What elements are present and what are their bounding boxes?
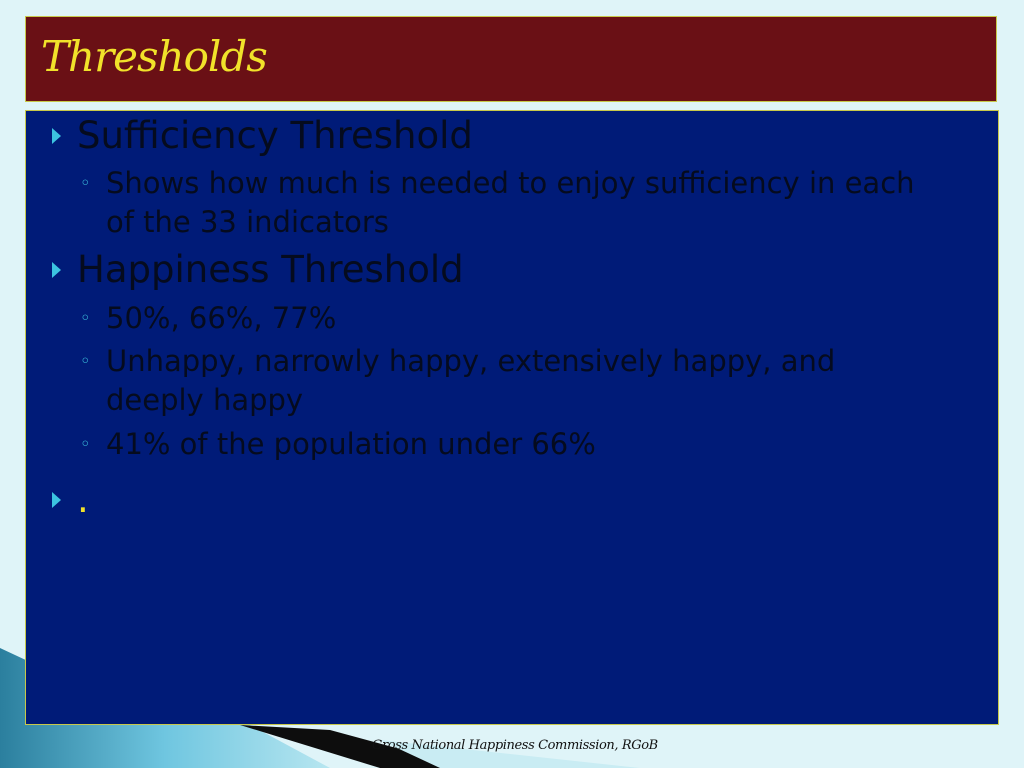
- triangle-bullet-icon: [52, 492, 61, 508]
- sub-bullet-line1: Unhappy, narrowly happy, extensively happy, and: [106, 344, 836, 378]
- triangle-bullet-icon: [52, 262, 61, 278]
- sub-bullet-text: [106, 164, 915, 242]
- bullet-text: Sufficiency Threshold: [77, 114, 473, 157]
- slide-title: Thresholds: [41, 32, 267, 81]
- title-bar: [25, 16, 997, 102]
- sub-bullet-line1: Shows how much is needed to enjoy sufficiency in each: [106, 166, 915, 200]
- circle-bullet-icon: ◦: [80, 351, 91, 372]
- sub-bullet-text: 50%, 66%, 77%: [106, 301, 337, 335]
- circle-bullet-icon: ◦: [80, 434, 91, 455]
- footer-credit: Gross National Happiness Commission, RGoB: [372, 738, 658, 753]
- bullet-text: .: [77, 478, 89, 521]
- sub-bullet-text: [106, 342, 835, 420]
- sub-bullet-line2: of the 33 indicators: [106, 205, 389, 239]
- circle-bullet-icon: ◦: [80, 308, 91, 329]
- sub-bullet-line2: deeply happy: [106, 383, 304, 417]
- triangle-bullet-icon: [52, 128, 61, 144]
- circle-bullet-icon: ◦: [80, 173, 91, 194]
- bullet-text: Happiness Threshold: [77, 248, 464, 291]
- sub-bullet-text: 41% of the population under 66%: [106, 427, 596, 461]
